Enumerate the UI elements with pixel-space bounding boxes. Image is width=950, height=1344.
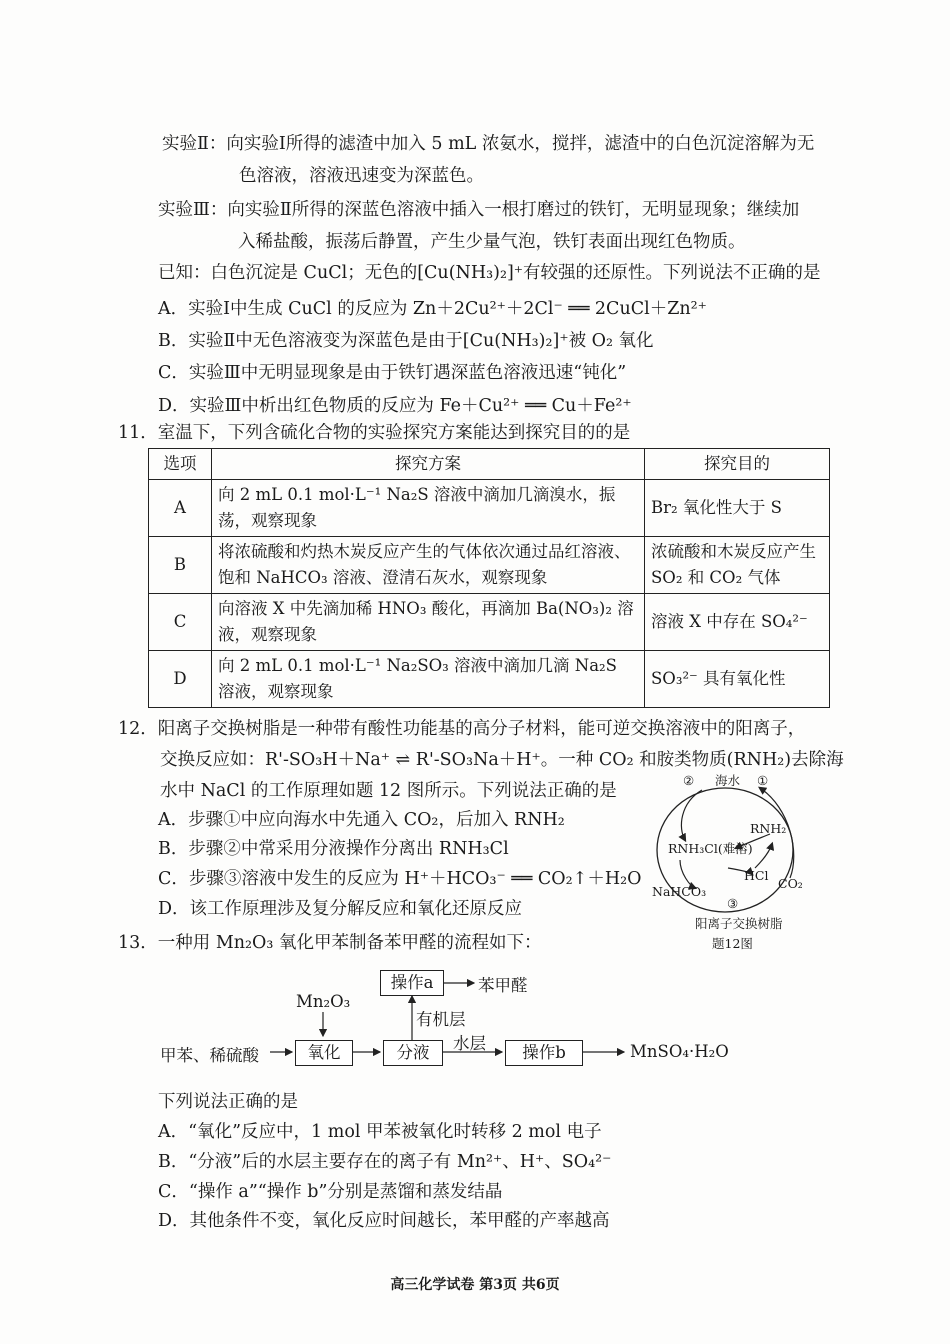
hcl-label: HCl <box>744 868 769 883</box>
q12-cycle-figure <box>640 768 820 953</box>
rnh2-label: RNH₂ <box>750 821 787 836</box>
exp2-line2: 色溶液，溶液迅速变为深蓝色。 <box>239 166 484 186</box>
q10-option-c: C．实验Ⅲ中无明显现象是由于铁钉遇深蓝色溶液迅速“钝化” <box>158 363 627 383</box>
row-plan: 向 2 mL 0.1 mol·L⁻¹ Na₂S 溶液中滴加几滴溴水，振荡，观察现象 <box>212 480 645 537</box>
page-footer: 高三化学试卷 第3页 共6页 <box>390 1277 560 1293</box>
header-plan: 探究方案 <box>212 449 645 480</box>
q10-option-b: B．实验Ⅱ中无色溶液变为深蓝色是由于[Cu(NH₃)₂]⁺被 O₂ 氧化 <box>158 331 654 351</box>
product-a-label: 苯甲醛 <box>478 976 528 995</box>
separate-box: 分液 <box>383 1040 443 1066</box>
op-b-box: 操作b <box>505 1040 583 1066</box>
exp3-line2: 入稀盐酸，振荡后静置，产生少量气泡，铁钉表面出现红色物质。 <box>238 232 746 252</box>
arrow-hcl-to-rnh2 <box>755 844 772 868</box>
step3-label: ③ <box>727 896 739 911</box>
q13-option-d: D．其他条件不变，氧化反应时间越长，苯甲醛的产率越高 <box>158 1211 610 1231</box>
q12-option-d: D．该工作原理涉及复分解反应和氧化还原反应 <box>158 899 523 919</box>
co2-label: CO₂ <box>778 876 803 891</box>
row-plan: 向溶液 X 中先滴加稀 HNO₃ 酸化，再滴加 Ba(NO₃)₂ 溶液，观察现象 <box>212 594 645 651</box>
q13-option-c: C．“操作 a”“操作 b”分别是蒸馏和蒸发结晶 <box>158 1182 503 1202</box>
row-option: A <box>149 480 212 537</box>
aqueous-layer-label: 水层 <box>453 1034 486 1053</box>
rnh3cl-label: RNH₃Cl(难溶) <box>668 841 753 856</box>
mn2o3-label: Mn₂O₃ <box>296 992 351 1011</box>
known-statement: 已知：白色沉淀是 CuCl；无色的[Cu(NH₃)₂]⁺有较强的还原性。下列说法不正确的是 <box>158 263 821 283</box>
oxidize-box: 氧化 <box>295 1040 353 1066</box>
product-b-label: MnSO₄·H₂O <box>630 1042 729 1061</box>
table-row <box>149 537 830 594</box>
exp3-line1: 实验Ⅲ：向实验Ⅱ所得的深蓝色溶液中插入一根打磨过的铁钉，无明显现象；继续加 <box>158 200 800 220</box>
table-row <box>149 651 830 708</box>
figure-caption: 题12图 <box>712 936 753 951</box>
step2-label: ② <box>683 773 695 788</box>
row-goal: 浓硫酸和木炭反应产生 SO₂ 和 CO₂ 气体 <box>645 537 830 594</box>
input-label: 甲苯、稀硫酸 <box>160 1046 259 1065</box>
row-plan: 将浓硫酸和灼热木炭反应产生的气体依次通过品红溶液、饱和 NaHCO₃ 溶液、澄清石灰水，观察现象 <box>212 537 645 594</box>
table-row <box>149 594 830 651</box>
q12-option-c: C．步骤③溶液中发生的反应为 H⁺＋HCO₃⁻ ══ CO₂↑＋H₂O <box>158 869 642 889</box>
q13-option-b: B．“分液”后的水层主要存在的离子有 Mn²⁺、H⁺、SO₄²⁻ <box>158 1152 612 1172</box>
q13-option-a: A．“氧化”反应中，1 mol 甲苯被氧化时转移 2 mol 电子 <box>158 1122 602 1142</box>
q13-flowchart <box>140 960 860 1070</box>
row-option: C <box>149 594 212 651</box>
exp2-line1: 实验Ⅱ：向实验Ⅰ所得的滤渣中加入 5 mL 浓氨水，搅拌，滤渣中的白色沉淀溶解为无 <box>162 134 815 154</box>
q12-line2: 交换反应如：R'-SO₃H＋Na⁺ ⇌ R'-SO₃Na＋H⁺。一种 CO₂ 和胺类物质(RNH₂)去除海 <box>160 750 844 770</box>
q11-table <box>148 448 830 708</box>
row-goal: SO₃²⁻ 具有氧化性 <box>645 651 830 708</box>
row-option: D <box>149 651 212 708</box>
row-option: B <box>149 537 212 594</box>
table-header-row <box>149 449 830 480</box>
q10-option-d: D．实验Ⅲ中析出红色物质的反应为 Fe＋Cu²⁺ ══ Cu＋Fe²⁺ <box>158 396 632 416</box>
q11-stem: 11．室温下，下列含硫化合物的实验探究方案能达到探究目的的是 <box>118 423 631 443</box>
op-a-box: 操作a <box>380 970 444 996</box>
q10-option-a: A．实验Ⅰ中生成 CuCl 的反应为 Zn＋2Cu²⁺＋2Cl⁻ ══ 2CuCl＋Zn²⁺ <box>158 299 707 319</box>
q12-line3: 水中 NaCl 的工作原理如题 12 图所示。下列说法正确的是 <box>160 781 617 801</box>
q12-option-b: B．步骤②中常采用分液操作分离出 RNH₃Cl <box>158 839 509 859</box>
organic-layer-label: 有机层 <box>416 1010 466 1029</box>
seawater-label: 海水 <box>715 773 741 788</box>
q13-question: 下列说法正确的是 <box>158 1092 298 1112</box>
table-row <box>149 480 830 537</box>
arrow-seawater-to-rnh3cl <box>681 790 702 840</box>
row-goal: 溶液 X 中存在 SO₄²⁻ <box>645 594 830 651</box>
q12-line1: 12．阳离子交换树脂是一种带有酸性功能基的高分子材料，能可逆交换溶液中的阳离子， <box>118 719 806 739</box>
resin-label: 阳离子交换树脂 <box>695 916 783 931</box>
row-plan: 向 2 mL 0.1 mol·L⁻¹ Na₂SO₃ 溶液中滴加几滴 Na₂S 溶液，观察现象 <box>212 651 645 708</box>
row-goal: Br₂ 氧化性大于 S <box>645 480 830 537</box>
nahco3-label: NaHCO₃ <box>652 884 707 899</box>
step1-label: ① <box>757 773 769 788</box>
header-goal: 探究目的 <box>645 449 830 480</box>
q13-stem: 13．一种用 Mn₂O₃ 氧化甲苯制备苯甲醛的流程如下： <box>118 933 542 953</box>
q12-option-a: A．步骤①中应向海水中先通入 CO₂，后加入 RNH₂ <box>158 810 565 830</box>
header-option: 选项 <box>149 449 212 480</box>
